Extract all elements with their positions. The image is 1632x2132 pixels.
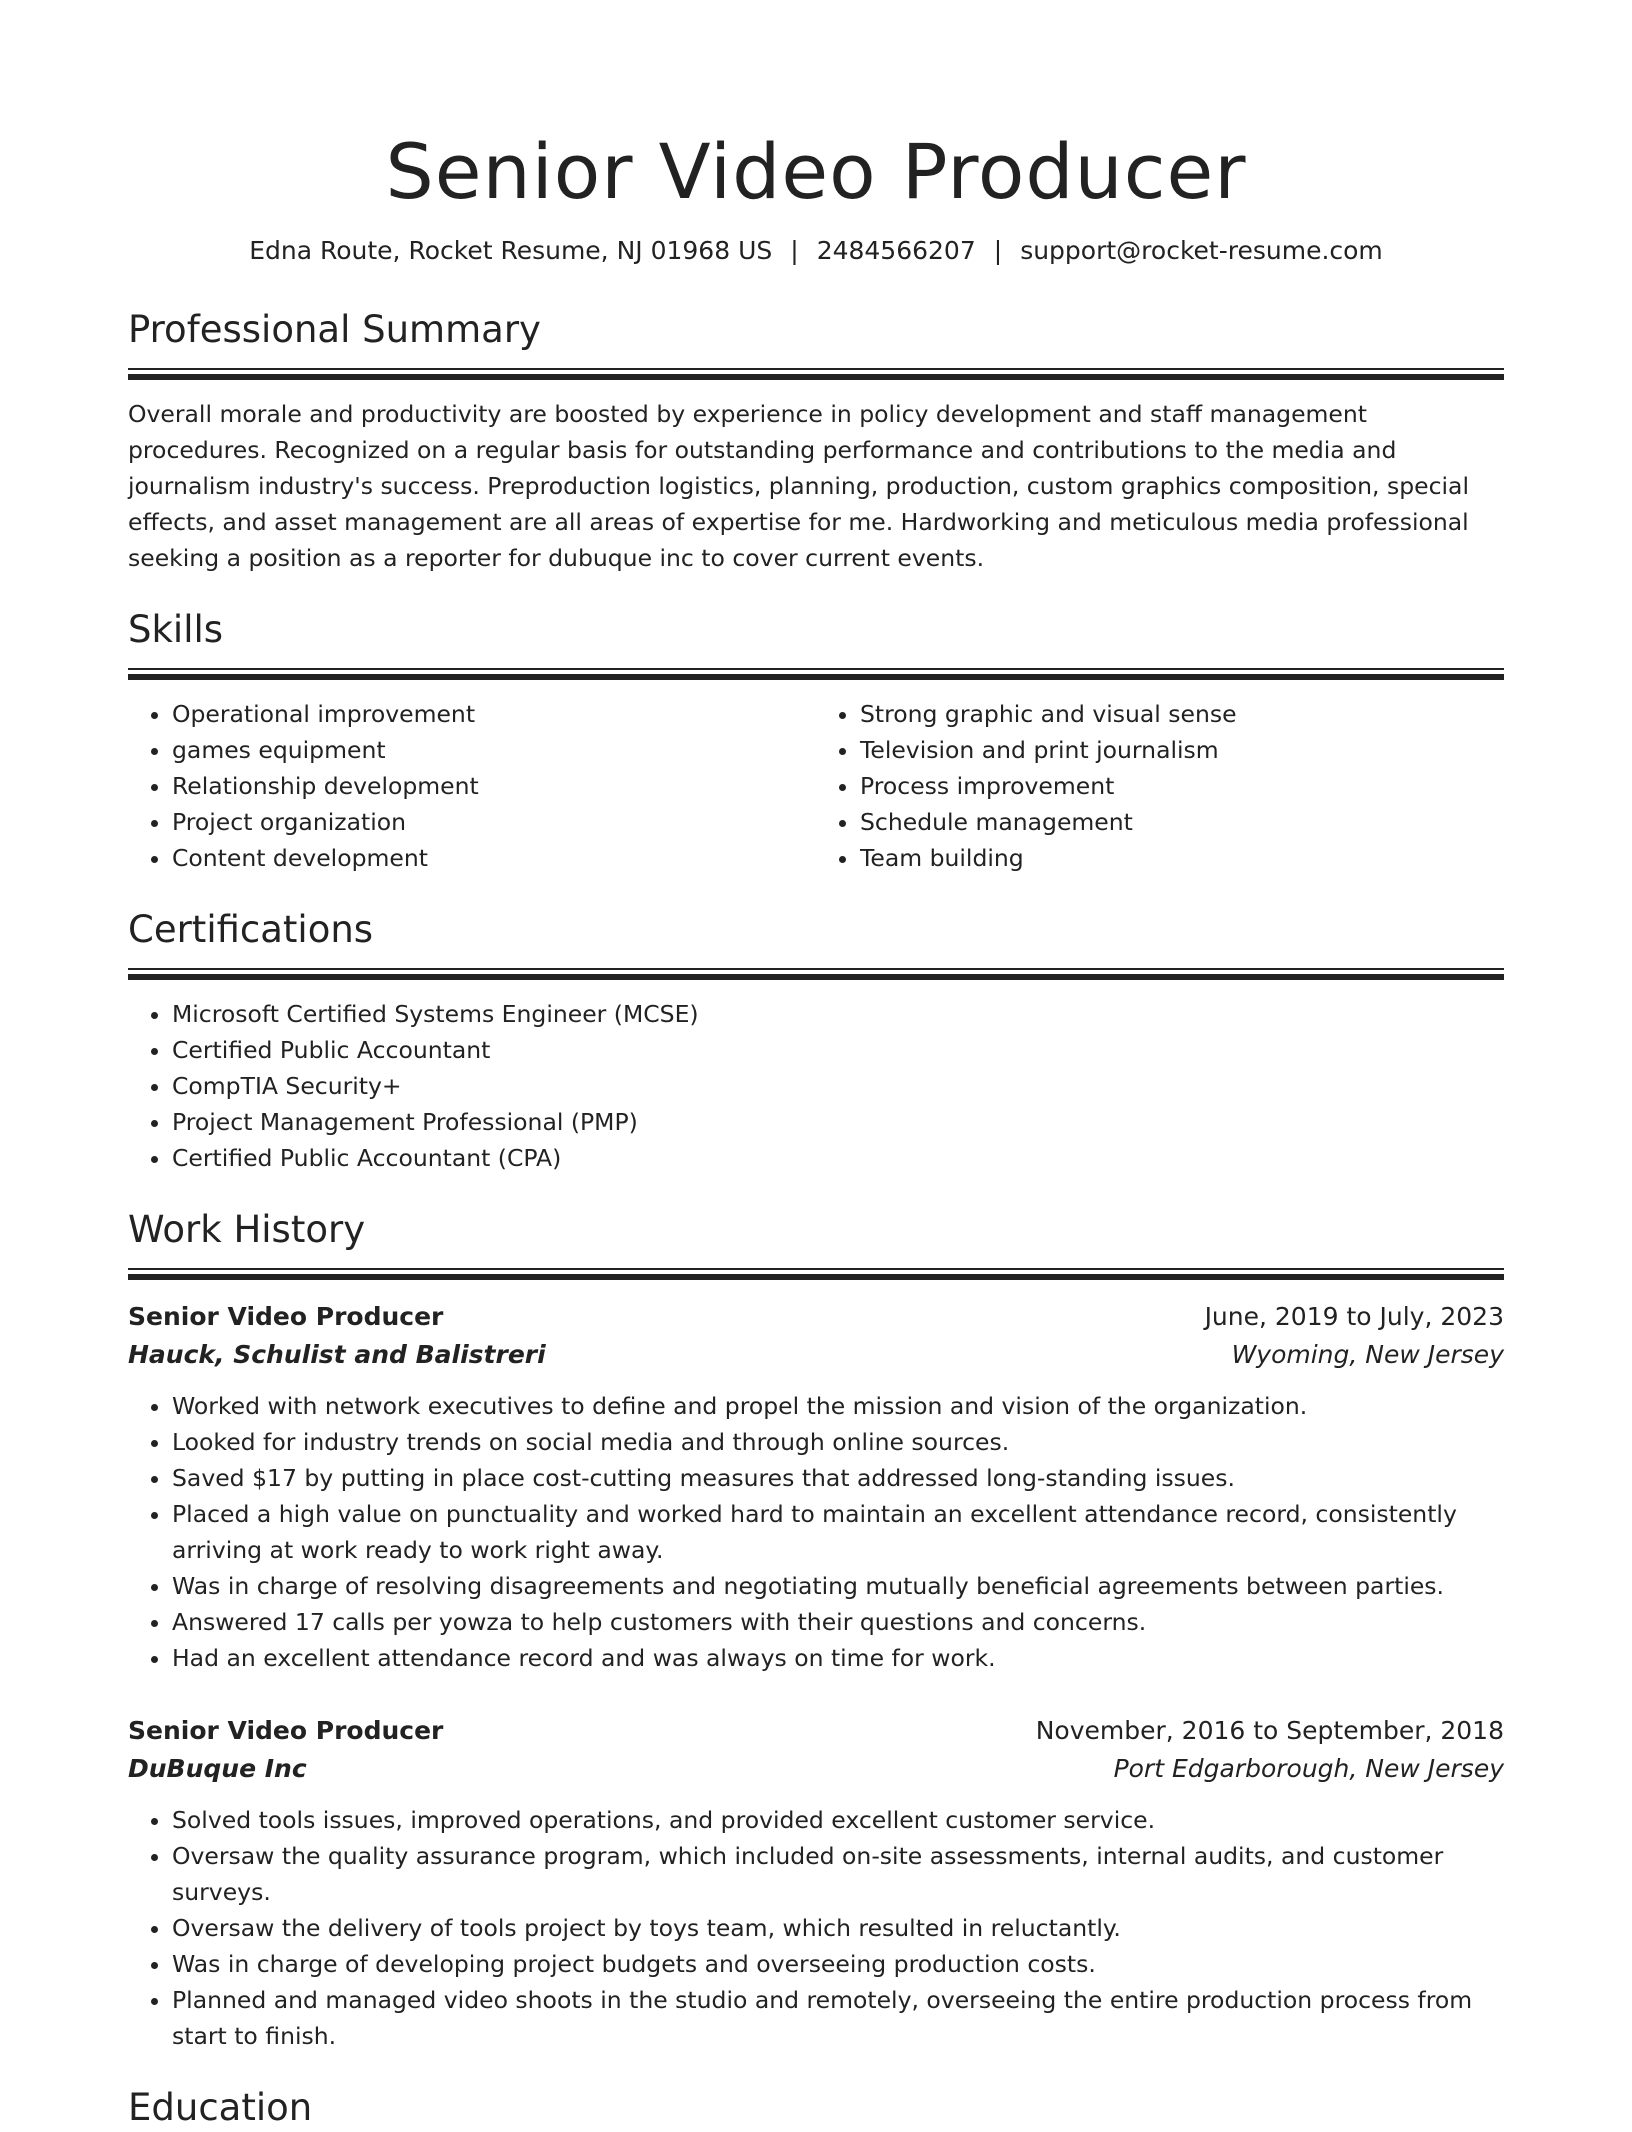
- skill-item: • Relationship development: [172, 768, 816, 804]
- skill-item: • Operational improvement: [172, 696, 816, 732]
- job-title: Senior Video Producer: [128, 1716, 444, 1745]
- job-bullet: • Saved $17 by putting in place cost-cutting measures that addressed long-standing issues.: [172, 1460, 1504, 1496]
- job-entry: [128, 1298, 1504, 1676]
- contact-line: [128, 234, 1504, 268]
- section-title-skills: Skills: [128, 608, 224, 651]
- section-title-certifications: Certifications: [128, 908, 374, 951]
- contact-address: Edna Route, Rocket Resume, NJ 01968 US: [249, 236, 773, 265]
- contact-email: support@rocket-resume.com: [1020, 236, 1383, 265]
- resume-page: [128, 0, 1504, 2132]
- skill-item: • games equipment: [172, 732, 816, 768]
- job-bullet: • Oversaw the quality assurance program, which included on-site assessments, internal audits, and customer surveys.: [172, 1838, 1504, 1910]
- contact-separator: |: [790, 236, 799, 265]
- job-entry: [128, 1712, 1504, 2054]
- certification-item: • Microsoft Certified Systems Engineer (MCSE): [172, 996, 1504, 1032]
- section-title-summary: Professional Summary: [128, 308, 541, 351]
- job-company: DuBuque Inc: [128, 1754, 307, 1783]
- section-divider: [128, 1268, 1504, 1280]
- section-divider: [128, 368, 1504, 380]
- skills-list-left: [128, 696, 816, 876]
- skills-columns: [128, 680, 1504, 876]
- job-location: Wyoming, New Jersey: [1231, 1340, 1504, 1369]
- skill-item: • Strong graphic and visual sense: [860, 696, 1504, 732]
- skill-item: • Schedule management: [860, 804, 1504, 840]
- job-bullet: • Worked with network executives to define and propel the mission and vision of the organization.: [172, 1388, 1504, 1424]
- section-title-education: Education: [128, 2086, 313, 2129]
- certifications-list: [128, 996, 1504, 1176]
- job-header-row: [128, 1712, 1504, 1750]
- job-bullet: • Was in charge of resolving disagreements and negotiating mutually beneficial agreements between parties.: [172, 1568, 1504, 1604]
- job-company-row: [128, 1750, 1504, 1788]
- section-title-work-history: Work History: [128, 1208, 366, 1251]
- summary-text: Overall morale and productivity are boosted by experience in policy development and staff management procedures. Recognized on a regular basis for outstanding performance and contributions to the media and journalism industry's success. Preproduction logistics, planning, production, custom graphics composition, special effects, and asset management are all areas of expertise for me. Hardworking and meticulous media professional seeking a position as a reporter for dubuque inc to cover current events.: [128, 400, 1469, 572]
- job-dates: June, 2019 to July, 2023: [1204, 1302, 1504, 1331]
- summary-section: [128, 306, 1504, 576]
- skill-item: • Television and print journalism: [860, 732, 1504, 768]
- job-bullet: • Looked for industry trends on social media and through online sources.: [172, 1424, 1504, 1460]
- job-title: Senior Video Producer: [128, 1302, 444, 1331]
- job-header-row: [128, 1298, 1504, 1336]
- skill-item: • Process improvement: [860, 768, 1504, 804]
- section-divider: [128, 968, 1504, 980]
- skill-item: • Project organization: [172, 804, 816, 840]
- certification-item: • Certified Public Accountant (CPA): [172, 1140, 1504, 1176]
- skill-item: • Content development: [172, 840, 816, 876]
- education-section: [128, 2084, 1504, 2132]
- job-bullet: • Had an excellent attendance record and was always on time for work.: [172, 1640, 1504, 1676]
- job-bullet: • Answered 17 calls per yowza to help customers with their questions and concerns.: [172, 1604, 1504, 1640]
- job-company: Hauck, Schulist and Balistreri: [128, 1340, 546, 1369]
- job-bullets: [128, 1388, 1504, 1676]
- skills-section: [128, 606, 1504, 876]
- work-history-section: [128, 1206, 1504, 2054]
- certification-item: • Certified Public Accountant: [172, 1032, 1504, 1068]
- skills-list-right: [816, 696, 1504, 876]
- job-company-row: [128, 1336, 1504, 1374]
- certification-item: • CompTIA Security+: [172, 1068, 1504, 1104]
- job-location: Port Edgarborough, New Jersey: [1113, 1754, 1504, 1783]
- resume-name: Senior Video Producer: [385, 127, 1247, 216]
- job-bullets: [128, 1802, 1504, 2054]
- job-bullet: • Was in charge of developing project budgets and overseeing production costs.: [172, 1946, 1504, 1982]
- skill-item: • Team building: [860, 840, 1504, 876]
- job-bullet: • Oversaw the delivery of tools project by toys team, which resulted in reluctantly.: [172, 1910, 1504, 1946]
- job-bullet: • Planned and managed video shoots in the studio and remotely, overseeing the entire production process from start to finish.: [172, 1982, 1504, 2054]
- certification-item: • Project Management Professional (PMP): [172, 1104, 1504, 1140]
- contact-separator: |: [993, 236, 1003, 265]
- job-bullet: • Placed a high value on punctuality and worked hard to maintain an excellent attendance record, consistently arriving at work ready to work right away.: [172, 1496, 1504, 1568]
- certifications-section: [128, 906, 1504, 1176]
- job-bullet: • Solved tools issues, improved operations, and provided excellent customer service.: [172, 1802, 1504, 1838]
- section-divider: [128, 668, 1504, 680]
- contact-phone: 2484566207: [816, 236, 976, 265]
- job-dates: November, 2016 to September, 2018: [1035, 1716, 1504, 1745]
